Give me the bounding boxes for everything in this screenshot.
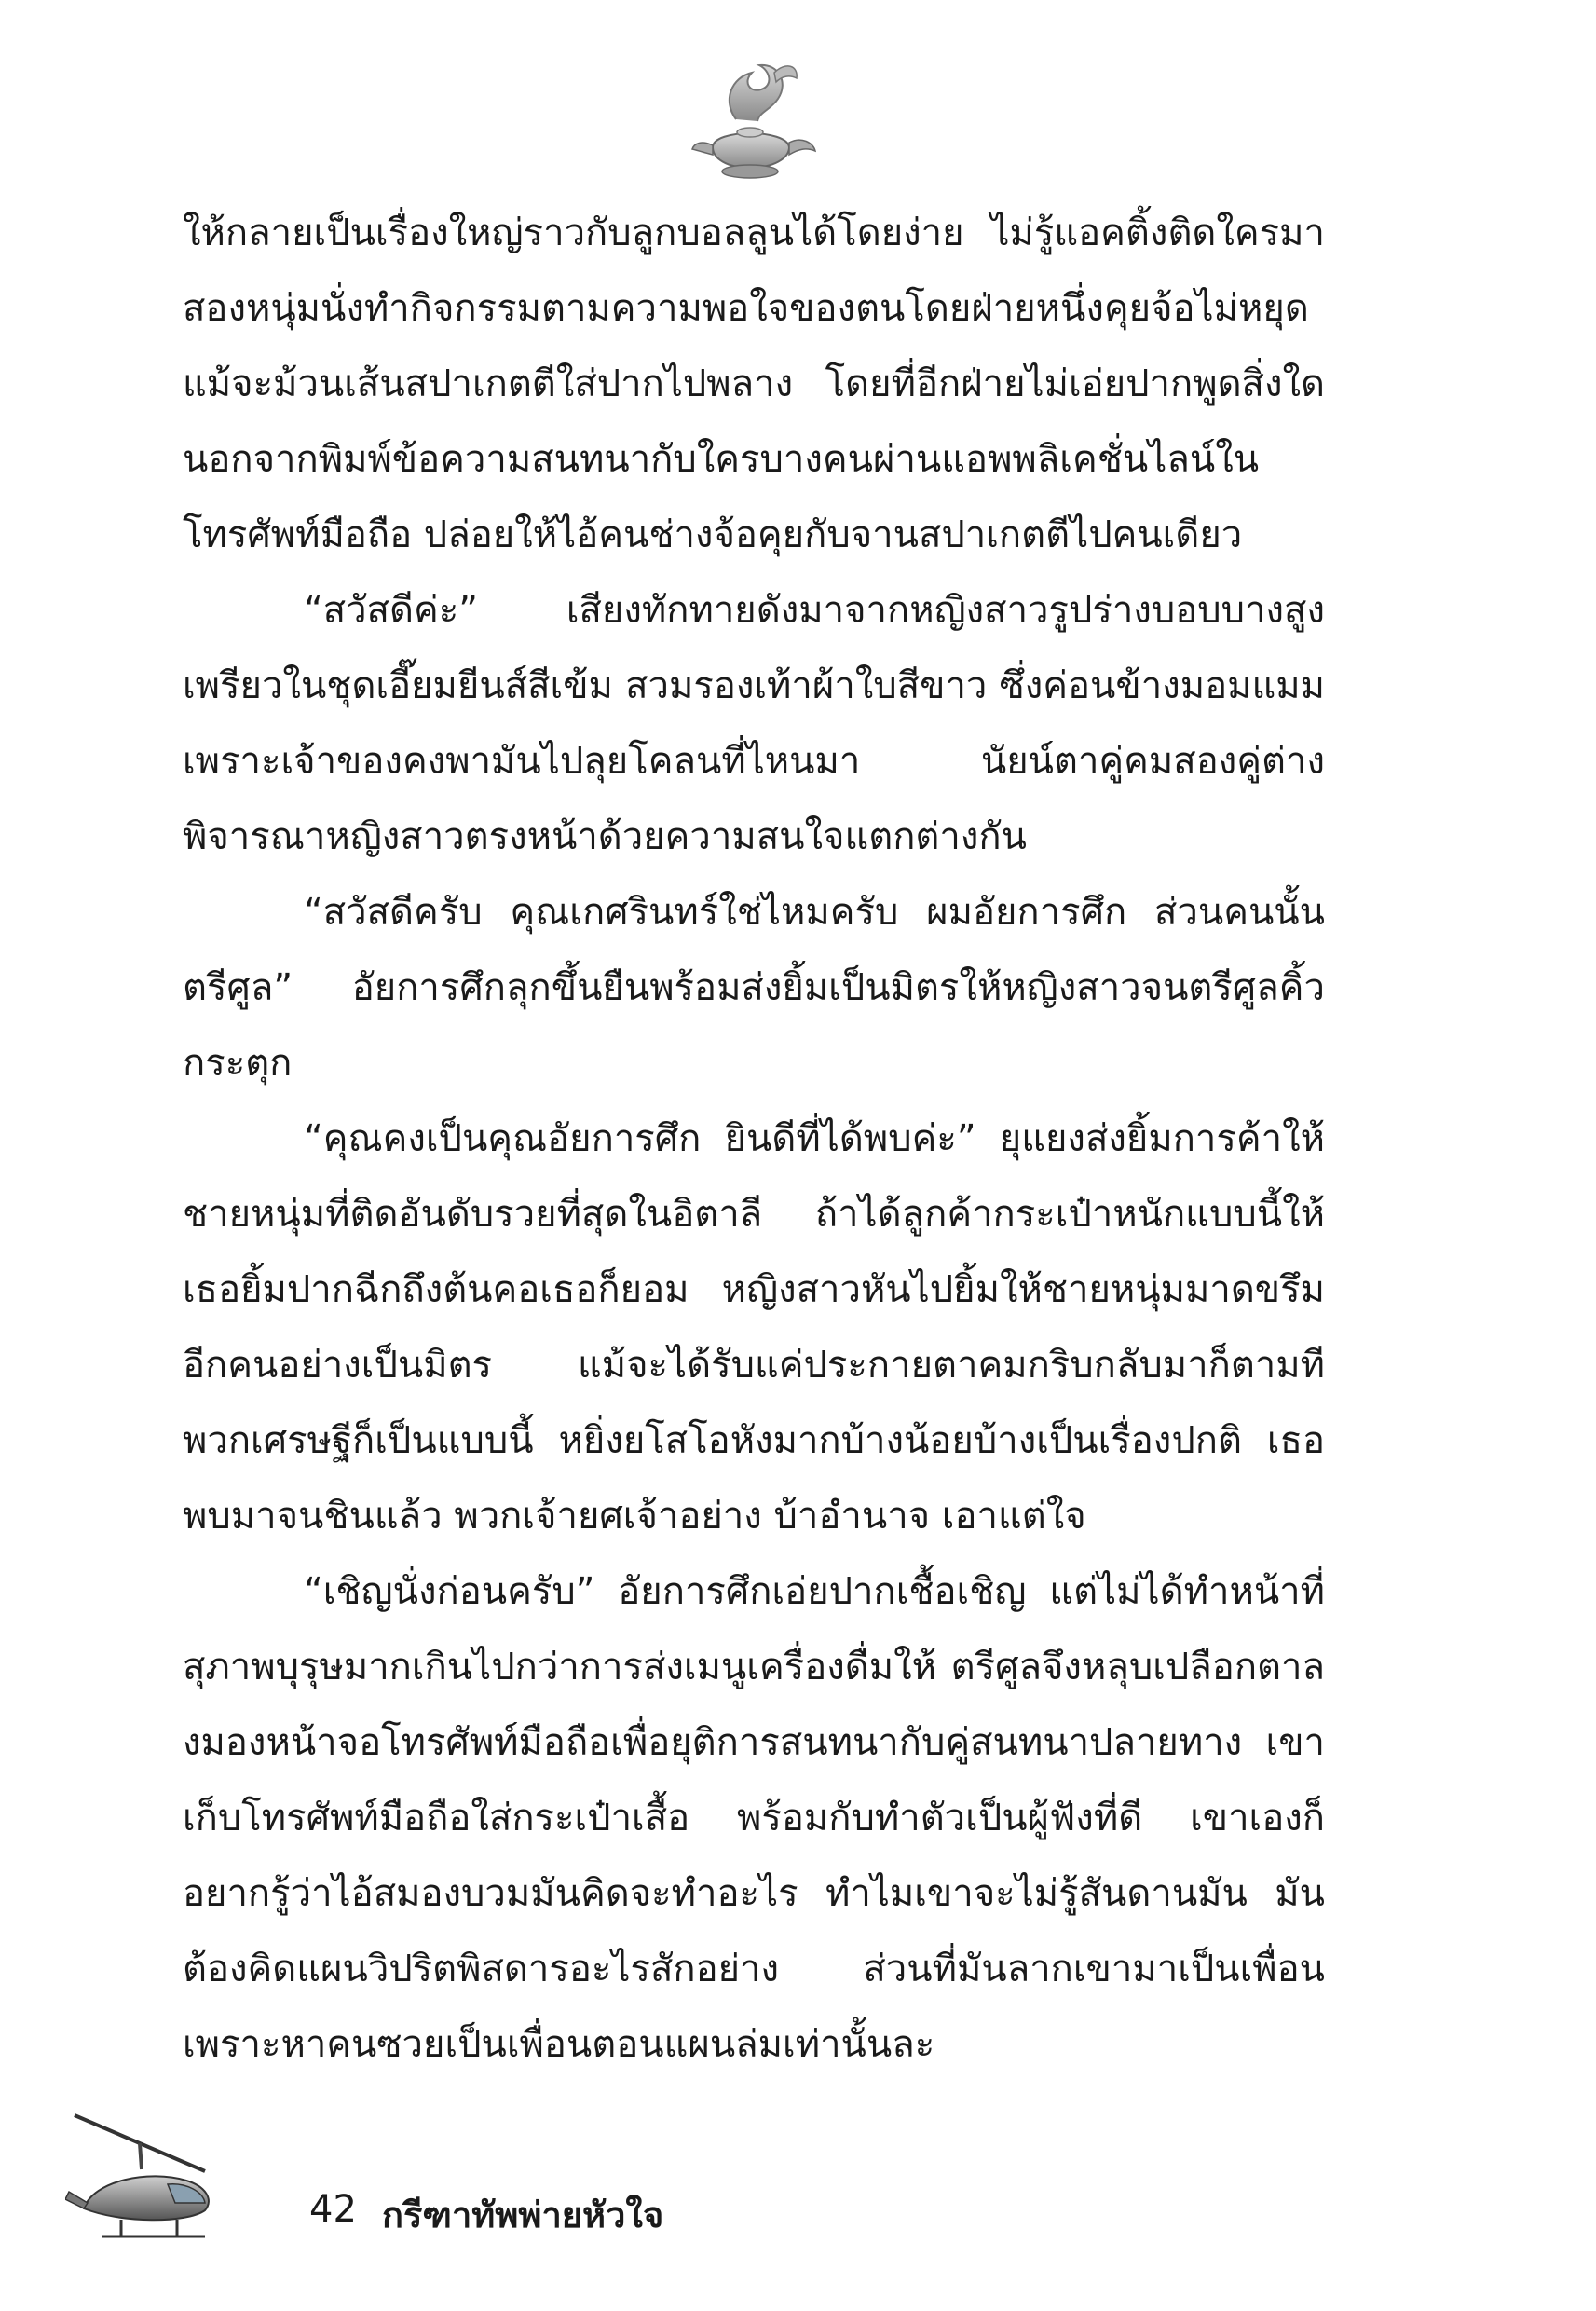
genie-lamp-icon — [685, 54, 825, 189]
page-number: 42 — [309, 2188, 357, 2231]
paragraph-2: “สวัสดีค่ะ” เสียงทักทายดังมาจากหญิงสาวรูปร่างบอบบางสูงเพรียวในชุดเอี๊ยมยีนส์สีเข้ม สวมรองเท้าผ้าใบสีขาว ซึ่งค่อนข้างมอมแมมเพราะเจ้าของคงพามันไปลุยโคลนที่ไหนมา นัยน์ตาคู่คมสองคู่ต่างพิจารณาหญิงสาวตรงหน้าด้วยความสนใจแตกต่างกัน — [183, 589, 1325, 858]
paragraph-1: ให้กลายเป็นเรื่องใหญ่ราวกับลูกบอลลูนได้โดยง่าย ไม่รู้แอคติ้งติดใครมา สองหนุ่มนั่งทำกิจกรรมตามความพอใจของตนโดยฝ่ายหนึ่งคุยจ้อไม่หยุดแม้จะม้วนเส้นสปาเกตตีใส่ปากไปพลาง โดยที่อีกฝ่ายไม่เอ่ยปากพูดสิ่งใดนอกจากพิมพ์ข้อความสนทนากับใครบางคนผ่านแอพพลิเคชั่นไลน์ในโทรศัพท์มือถือ ปล่อยให้ไอ้คนช่างจ้อคุยกับจานสปาเกตตีไปคนเดียว — [183, 212, 1325, 556]
paragraph-4: “คุณคงเป็นคุณอัยการศึก ยินดีที่ได้พบค่ะ” ยุแยงส่งยิ้มการค้าให้ชายหนุ่มที่ติดอันดับรวยที่สุดในอิตาลี ถ้าได้ลูกค้ากระเป๋าหนักแบบนี้ให้เธอยิ้มปากฉีกถึงต้นคอเธอก็ยอม หญิงสาวหันไปยิ้มให้ชายหนุ่มมาดขรึมอีกคนอย่างเป็นมิตร แม้จะได้รับแค่ประกายตาคมกริบกลับมาก็ตามที พวกเศรษฐีก็เป็นแบบนี้ หยิ่งยโสโอหังมากบ้างน้อยบ้างเป็นเรื่องปกติ เธอพบมาจนชินแล้ว พวกเจ้ายศเจ้าอย่าง บ้าอำนาจ เอาแต่ใจ — [183, 1117, 1325, 1538]
book-title: กรีฑาทัพพ่ายหัวใจ — [382, 2195, 664, 2236]
paragraph-5: “เชิญนั่งก่อนครับ” อัยการศึกเอ่ยปากเชื้อเชิญ แต่ไม่ได้ทำหน้าที่สุภาพบุรุษมากเกินไปกว่าการส่งเมนูเครื่องดื่มให้ ตรีศูลจึงหลุบเปลือกตาลงมองหน้าจอโทรศัพท์มือถือเพื่อยุติการสนทนากับคู่สนทนาปลายทาง เขาเก็บโทรศัพท์มือถือใส่กระเป๋าเสื้อ พร้อมกับทำตัวเป็นผู้ฟังที่ดี เขาเองก็อยากรู้ว่าไอ้สมองบวมมันคิดจะทำอะไร ทำไมเขาจะไม่รู้สันดานมัน มันต้องคิดแผนวิปริตพิสดารอะไรสักอย่าง ส่วนที่มันลากเขามาเป็นเพื่อนเพราะหาคนซวยเป็นเพื่อนตอนแผนล่มเท่านั้นละ — [183, 1570, 1325, 2066]
story-text — [183, 196, 1325, 2083]
page-footer — [65, 2106, 717, 2264]
helicopter-icon — [65, 2106, 252, 2255]
paragraph-3: “สวัสดีครับ คุณเกศรินทร์ใช่ไหมครับ ผมอัยการศึก ส่วนคนนั้นตรีศูล” อัยการศึกลุกขึ้นยืนพร้อมส่งยิ้มเป็นมิตรให้หญิงสาวจนตรีศูลคิ้วกระตุก — [183, 891, 1325, 1085]
